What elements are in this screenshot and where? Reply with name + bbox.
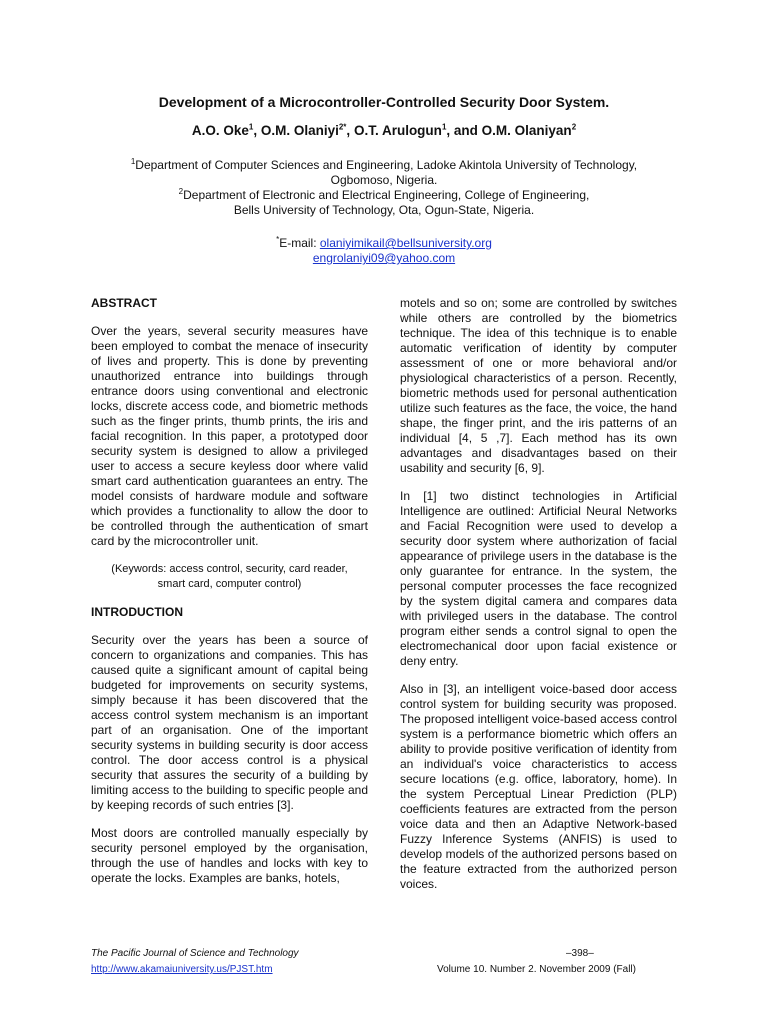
affiliation-line: Bells University of Technology, Ota, Ogun-State, Nigeria.: [233, 203, 535, 217]
footer-journal-link: [91, 962, 273, 978]
keywords-line: smart card, computer control): [157, 578, 302, 590]
affiliation-mark: 2: [178, 187, 184, 196]
paper-title: Development of a Microcontroller-Controlled Security Door System.: [158, 94, 610, 110]
affiliation-1: [60, 158, 708, 173]
email-label: E-mail:: [279, 236, 320, 250]
author-list: [60, 123, 708, 138]
paragraph: In [1] two distinct technologies in Artificial Intelligence are outlined: Artificial Neural Networks and Facial Recognition were used to develop a security door system where authorization of facial appearance of privilege users in the database is the only guarantee for entrance. In the system, the personal computer processes the face recognized by the system digital camera and compares data with privileged users in the database. The control program either sends a control signal to open the electromechanical door upon facial existence or deny entry.: [400, 489, 677, 668]
keywords: [91, 562, 368, 592]
email-link[interactable]: olaniyimikail@bellsuniversity.org: [319, 236, 492, 250]
author-separator: , and: [446, 123, 482, 138]
introduction-heading: INTRODUCTION: [91, 605, 183, 619]
author-affiliation-mark: 2*: [338, 122, 347, 132]
left-column: [91, 296, 368, 899]
paragraph: Also in [3], an intelligent voice-based door access control system for building security was proposed. The proposed intelligent voice-based access control system is a performance biometric which offers an ability to provide positive verification of identity from an individual's voice characteristics to access secure locations (e.g. office, laboratory, home). In the system Perceptual Linear Prediction (PLP) coefficients features are extracted from the person voice data and then an Adaptive Network-based Fuzzy Inference Systems (ANFIS) is used to develop models of the authorized persons based on the feature extracted from the authorized person voices.: [400, 682, 677, 891]
author-name: O.T. Arulogun: [353, 123, 442, 138]
affiliations: [60, 158, 708, 218]
footer-volume-info: Volume 10. Number 2. November 2009 (Fall): [437, 964, 636, 975]
email-link[interactable]: engrolaniyi09@yahoo.com: [312, 251, 456, 265]
journal-url-link[interactable]: http://www.akamaiuniversity.us/PJST.htm: [91, 964, 273, 975]
author-separator: ,: [253, 123, 261, 138]
author-separator: ,: [346, 123, 354, 138]
author-affiliation-mark: 1: [441, 122, 447, 132]
affiliation-line: Ogbomoso, Nigeria.: [330, 173, 438, 187]
author-name: O.M. Olaniyan: [481, 123, 572, 138]
right-column: [400, 296, 677, 905]
author-name: O.M. Olaniyi: [260, 123, 339, 138]
affiliation-line: Department of Computer Sciences and Engineering, Ladoke Akintola University of Technology,: [135, 158, 638, 172]
author-name: A.O. Oke: [191, 123, 249, 138]
footer-page-number: –398–: [566, 948, 594, 959]
author-affiliation-mark: 2: [571, 122, 577, 132]
corresponding-mark: *: [276, 235, 280, 244]
author-affiliation-mark: 1: [248, 122, 254, 132]
abstract-text: Over the years, several security measures have been employed to combat the menace of insecurity of lives and property. This is done by preventing unauthorized entrance into buildings through entrance doors using conventional and electronic locks, discrete access code, and biometric methods such as the finger prints, thumb prints, the iris and facial recognition. In this paper, a prototyped door security system is designed to allow a privileged user to access a secure keyless door where valid smart card authentication guarantees an entry. The model consists of hardware module and software which provides a functionality to allow the door to be controlled through the authentication of smart card by the microcontroller unit.: [91, 324, 368, 548]
paragraph: Most doors are controlled manually especially by security personel employed by the organisation, through the use of handles and locks with key to operate the locks. Examples are banks, hotels,: [91, 826, 368, 885]
contact-emails: [60, 236, 708, 266]
affiliation-line: Department of Electronic and Electrical Engineering, College of Engineering,: [183, 188, 590, 202]
paragraph: Security over the years has been a source of concern to organizations and companies. This has caused quite a significant amount of capital being budgeted for improvements on security systems, simply because it has been discovered that the access control system mechanism is an important part of an organisation. One of the important security systems in building security is door access control. The door access control is a physical security that assures the security of a building by limiting access to the building to specific people and by keeping records of such entries [3].: [91, 633, 368, 812]
footer-journal-name: The Pacific Journal of Science and Technology: [91, 948, 299, 959]
affiliation-2: [60, 188, 708, 203]
paragraph: motels and so on; some are controlled by switches while others are controlled by the biometrics technique. The idea of this technique is to enable automatic verification of identity by computer assessment of one or more behavioral and/or physiological characteristics of a person. Recently, biometric methods used for personal authentication utilize such features as the face, the voice, the hand shape, the finger print, and the iris patterns of an individual [4, 5 ,7]. Each method has its own advantages and disadvantages based on their usability and security [6, 9].: [400, 296, 677, 475]
abstract-heading: ABSTRACT: [91, 296, 157, 310]
affiliation-mark: 1: [130, 157, 136, 166]
keywords-line: (Keywords: access control, security, card reader,: [111, 563, 348, 575]
